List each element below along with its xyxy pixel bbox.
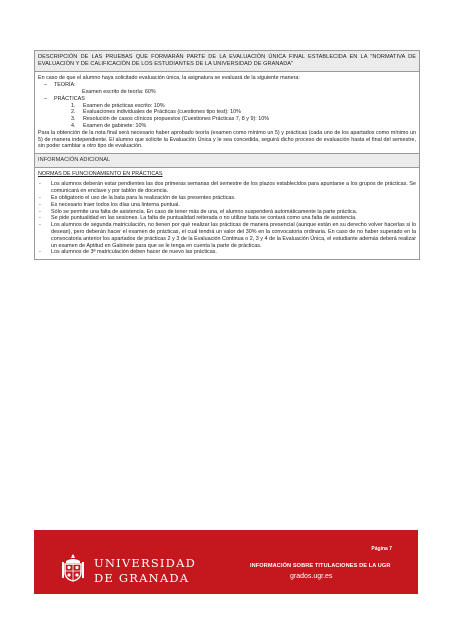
footer-banner xyxy=(34,530,418,594)
bullet: - xyxy=(39,215,41,222)
item-text: Evaluaciones individuales de Prácticas (cuestiones tipo test): 10% xyxy=(83,109,241,116)
list-item xyxy=(38,202,416,209)
item-number: 2. xyxy=(71,109,76,116)
additional-info-title: INFORMACIÓN ADICIONAL xyxy=(38,157,111,164)
bullet: - xyxy=(39,222,41,229)
teoria-heading xyxy=(44,82,416,89)
university-name-line2: DE GRANADA xyxy=(94,571,190,585)
evaluation-table xyxy=(34,50,420,260)
rule-text: Sólo se permite una falta de asistencia. En caso de tener más de una, el alumno suspenderá automáticamente la parte práctica. xyxy=(51,208,358,215)
list-item xyxy=(38,222,416,249)
list-item xyxy=(38,249,416,256)
rule-text: Los alumnos deberán estar pendientes las dos primeras semanas del semestre de los plazos establecidos para apuntarse a los grupos de prácticas. Se comunicará en enclave y por tablón de docencia. xyxy=(51,181,416,195)
bullet: - xyxy=(39,181,41,188)
practicas-heading xyxy=(44,96,416,103)
titulaciones-info: INFORMACIÓN SOBRE TITULACIONES DE LA UGR xyxy=(250,563,391,569)
evaluation-closing: Para la obtención de la nota final será necesario haber aprobado teoría (examen como mínimo un 5) y prácticas (cada uno de los apartados como mínimo un 5) de manera independiente. El alumno que solicite la Evaluación Única y le sea concedida, seguirá dicho proceso de evaluación hasta el final del semestre, sin poder cambiar a otro tipo de evaluación. xyxy=(38,129,416,150)
section-header xyxy=(35,51,419,72)
item-text: Examen de gabinete: 10% xyxy=(83,122,147,129)
university-name-line1: UNIVERSIDAD xyxy=(94,556,197,570)
practicas-item xyxy=(71,116,416,123)
additional-info-content xyxy=(35,168,419,259)
teoria-label: TEORÍA: xyxy=(54,82,76,89)
rule-text: Los alumnos de 3ª matriculación deben hacer de nuevo las prácticas. xyxy=(51,249,217,256)
item-text: Examen de prácticas escrito: 10% xyxy=(83,102,165,109)
list-item xyxy=(38,209,416,216)
dash-marker: – xyxy=(44,95,47,102)
rule-text: Se pide puntualidad en las sesiones. La falta de puntualidad reiterada o no utilizar bata se contará como una falta de asistencia. xyxy=(51,215,357,222)
additional-info-header xyxy=(35,154,419,168)
rule-text: Es necesario traer todos los días una linterna puntual. xyxy=(51,201,180,208)
list-item xyxy=(38,181,416,195)
list-item xyxy=(38,195,416,202)
bullet: - xyxy=(39,208,41,215)
list-item xyxy=(38,215,416,222)
practicas-label: PRÁCTICAS xyxy=(54,95,85,102)
dash-marker: – xyxy=(44,82,47,89)
rule-text: Los alumnos de segunda matriculación, no tienen por qué realizar las prácticas de manera presencial (aunque están en su derecho volver hacerlas si lo desean), pero deberán hacer el examen de prácticas, el cual tendrá un valor del 30% en la convocatoria ordinaria. En caso de no haber superado en la convocatoria anterior los apartados de prácticas 2 y 3 de la Evaluación Continua o 2, 3 y 4 de la Evaluación Única, el estudiante además deberá realizar un examen de Aptitud en Gabinete para que se le tenga en cuenta la parte de prácticas. xyxy=(51,222,416,249)
bullet: - xyxy=(39,194,41,201)
rules-list xyxy=(38,181,416,256)
rules-title: NORMAS DE FUNCIONAMIENTO EN PRÁCTICAS xyxy=(38,171,163,178)
evaluation-intro: En caso de que el alumno haya solicitado evaluación única, la asignatura se evaluará de la siguiente manera: xyxy=(38,75,300,82)
practicas-item xyxy=(71,123,416,130)
teoria-item-text: Examen escrito de teoría: 60% xyxy=(82,89,156,95)
teoria-item xyxy=(82,89,416,96)
practicas-item xyxy=(71,103,416,110)
bullet: - xyxy=(39,201,41,208)
item-number: 3. xyxy=(71,116,76,123)
website-link[interactable]: grados.ugr.es xyxy=(290,573,333,580)
bullet: - xyxy=(39,249,41,256)
evaluation-content xyxy=(35,72,419,154)
university-seal-icon xyxy=(60,552,86,582)
section-header-text: DESCRIPCIÓN DE LAS PRUEBAS QUE FORMARÁN PARTE DE LA EVALUACIÓN ÚNICA FINAL ESTABLECIDA EN LA "NORMATIVA DE EVALUACIÓN Y DE CALIFICACIÓN DE LOS ESTUDIANTES DE LA UNIVERSIDAD DE GRANADA" xyxy=(38,54,416,68)
item-text: Resolución de casos clínicos propuestos (Cuestiones Prácticas 7, 8 y 9): 10% xyxy=(83,116,270,123)
rule-text: Es obligatorio el uso de la bata para la realización de las presentes prácticas. xyxy=(51,194,236,201)
practicas-item xyxy=(71,109,416,116)
page-number: Página 7 xyxy=(371,546,392,552)
item-number: 4. xyxy=(71,122,76,129)
item-number: 1. xyxy=(71,102,76,109)
